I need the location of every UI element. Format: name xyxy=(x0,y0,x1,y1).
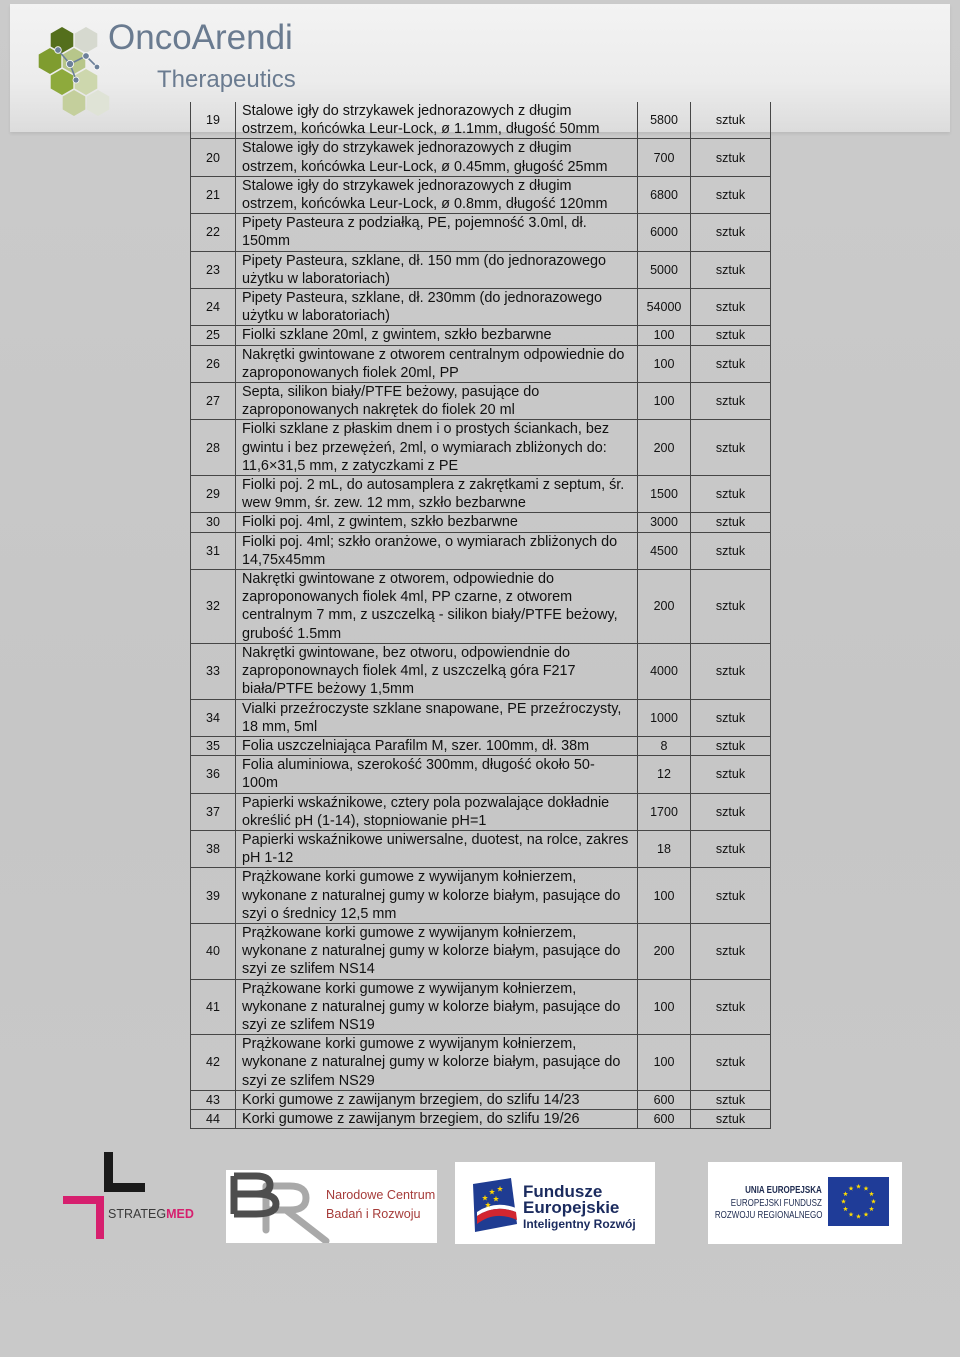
item-unit-cell: sztuk xyxy=(691,699,771,736)
item-quantity-cell: 18 xyxy=(638,830,691,867)
item-number-cell: 19 xyxy=(191,102,236,139)
fe-title-line2: Europejskie xyxy=(523,1198,620,1217)
item-number-cell: 22 xyxy=(191,214,236,251)
table-row xyxy=(191,139,771,176)
table-row xyxy=(191,383,771,420)
item-quantity-cell: 100 xyxy=(638,326,691,345)
item-unit-cell: sztuk xyxy=(691,102,771,139)
item-number-cell: 25 xyxy=(191,326,236,345)
ncbr-logo xyxy=(226,1170,437,1243)
item-quantity-cell: 6800 xyxy=(638,176,691,213)
strategmed-wordmark xyxy=(108,1207,194,1221)
item-description-cell: Stalowe igły do strzykawek jednorazowych z długim ostrzem, końcówka Leur-Lock, ø 0.45mm, gługość 25mm xyxy=(236,139,638,176)
item-description-cell: Stalowe igły do strzykawek jednorazowych z długim ostrzem, końcówka Leur-Lock, ø 1.1mm, długość 50mm xyxy=(236,102,638,139)
item-description-cell: Nakrętki gwintowane, bez otworu, odpowiendnie do zaproponownaych fiolek 4ml, z uszczelką góra F217 biała/PTFE beżowy 1,5mm xyxy=(236,643,638,699)
item-number-cell: 35 xyxy=(191,736,236,755)
table-row xyxy=(191,1035,771,1091)
table-row xyxy=(191,830,771,867)
item-quantity-cell: 3000 xyxy=(638,513,691,532)
item-description-cell: Pipety Pasteura, szklane, dł. 230mm (do jednorazowego użytku w laboratoriach) xyxy=(236,289,638,326)
eu-flag-icon xyxy=(828,1177,889,1226)
item-quantity-cell: 4500 xyxy=(638,532,691,569)
item-unit-cell: sztuk xyxy=(691,979,771,1035)
item-number-cell: 31 xyxy=(191,532,236,569)
item-description-cell: Fiolki poj. 2 mL, do autosamplera z zakrętkami z septum, śr. wew 9mm, śr. zew. 12 mm, szkło bezbarwne xyxy=(236,476,638,513)
item-number-cell: 27 xyxy=(191,383,236,420)
item-unit-cell: sztuk xyxy=(691,830,771,867)
item-unit-cell: sztuk xyxy=(691,420,771,476)
table-row xyxy=(191,513,771,532)
item-number-cell: 34 xyxy=(191,699,236,736)
item-description-cell: Prążkowane korki gumowe z wywijanym kołnierzem, wykonane z naturalnej gumy w kolorze białym, pasujące do szyi ze szlifem NS14 xyxy=(236,923,638,979)
unia-europejska-logo xyxy=(708,1162,902,1244)
table-row xyxy=(191,699,771,736)
table-row xyxy=(191,420,771,476)
item-number-cell: 21 xyxy=(191,176,236,213)
item-description-cell: Prążkowane korki gumowe z wywijanym kołnierzem, wykonane z naturalnej gumy w kolorze białym, pasujące do szyi ze szlifem NS29 xyxy=(236,1035,638,1091)
item-unit-cell: sztuk xyxy=(691,532,771,569)
item-unit-cell: sztuk xyxy=(691,214,771,251)
item-quantity-cell: 600 xyxy=(638,1109,691,1128)
item-number-cell: 32 xyxy=(191,570,236,644)
table-row xyxy=(191,1109,771,1128)
table-row xyxy=(191,289,771,326)
item-quantity-cell: 100 xyxy=(638,979,691,1035)
item-quantity-cell: 700 xyxy=(638,139,691,176)
item-quantity-cell: 100 xyxy=(638,383,691,420)
item-quantity-cell: 200 xyxy=(638,923,691,979)
table-row xyxy=(191,1090,771,1109)
item-number-cell: 38 xyxy=(191,830,236,867)
table-row xyxy=(191,251,771,288)
item-unit-cell: sztuk xyxy=(691,476,771,513)
item-description-cell: Papierki wskaźnikowe, cztery pola pozwalające dokładnie określić pH (1-14), stopniowanie pH=1 xyxy=(236,793,638,830)
item-unit-cell: sztuk xyxy=(691,176,771,213)
item-unit-cell: sztuk xyxy=(691,1035,771,1091)
table-row xyxy=(191,756,771,793)
item-description-cell: Pipety Pasteura, szklane, dł. 150 mm (do jednorazowego użytku w laboratoriach) xyxy=(236,251,638,288)
item-unit-cell: sztuk xyxy=(691,1109,771,1128)
item-number-cell: 30 xyxy=(191,513,236,532)
table-row xyxy=(191,570,771,644)
item-unit-cell: sztuk xyxy=(691,643,771,699)
table-row xyxy=(191,102,771,139)
item-unit-cell: sztuk xyxy=(691,570,771,644)
item-description-cell: Folia aluminiowa, szerokość 300mm, długość około 50- 100m xyxy=(236,756,638,793)
ue-fund-line2: ROZWOJU REGIONALNEGO xyxy=(714,1210,822,1221)
item-number-cell: 44 xyxy=(191,1109,236,1128)
item-number-cell: 26 xyxy=(191,345,236,382)
fe-flag-icon xyxy=(467,1174,522,1236)
table-row xyxy=(191,345,771,382)
item-unit-cell: sztuk xyxy=(691,326,771,345)
item-description-cell: Fiolki szklane 20ml, z gwintem, szkło bezbarwne xyxy=(236,326,638,345)
ue-fund-line1: EUROPEJSKI FUNDUSZ xyxy=(730,1198,822,1209)
item-description-cell: Pipety Pasteura z podziałką, PE, pojemność 3.0ml, dł. 150mm xyxy=(236,214,638,251)
ncbr-name-line2: Badań i Rozwoju xyxy=(326,1207,421,1221)
item-description-cell: Fiolki poj. 4ml; szkło oranżowe, o wymiarach zbliżonych do 14,75x45mm xyxy=(236,532,638,569)
table-row xyxy=(191,736,771,755)
brand-subtitle: Therapeutics xyxy=(157,66,296,93)
item-quantity-cell: 1500 xyxy=(638,476,691,513)
item-number-cell: 43 xyxy=(191,1090,236,1109)
item-description-cell: Fiolki poj. 4ml, z gwintem, szkło bezbarwne xyxy=(236,513,638,532)
item-unit-cell: sztuk xyxy=(691,868,771,924)
item-quantity-cell: 5800 xyxy=(638,102,691,139)
item-description-cell: Prążkowane korki gumowe z wywijanym kołnierzem, wykonane z naturalnej gumy w kolorze białym, pasujące do szyi ze szlifem NS19 xyxy=(236,979,638,1035)
item-number-cell: 36 xyxy=(191,756,236,793)
item-unit-cell: sztuk xyxy=(691,251,771,288)
item-unit-cell: sztuk xyxy=(691,1090,771,1109)
item-quantity-cell: 8 xyxy=(638,736,691,755)
item-quantity-cell: 4000 xyxy=(638,643,691,699)
item-unit-cell: sztuk xyxy=(691,756,771,793)
item-number-cell: 42 xyxy=(191,1035,236,1091)
table-row xyxy=(191,979,771,1035)
item-quantity-cell: 100 xyxy=(638,1035,691,1091)
item-quantity-cell: 200 xyxy=(638,420,691,476)
item-description-cell: Korki gumowe z zawijanym brzegiem, do szlifu 19/26 xyxy=(236,1109,638,1128)
item-unit-cell: sztuk xyxy=(691,383,771,420)
item-unit-cell: sztuk xyxy=(691,793,771,830)
item-unit-cell: sztuk xyxy=(691,289,771,326)
table-row xyxy=(191,643,771,699)
item-number-cell: 28 xyxy=(191,420,236,476)
item-number-cell: 33 xyxy=(191,643,236,699)
ue-title: UNIA EUROPEJSKA xyxy=(745,1185,822,1196)
strategmed-med-text: MED xyxy=(166,1207,194,1221)
table-row xyxy=(191,476,771,513)
item-description-cell: Korki gumowe z zawijanym brzegiem, do szlifu 14/23 xyxy=(236,1090,638,1109)
strategmed-logo-icon xyxy=(55,1145,155,1245)
item-number-cell: 23 xyxy=(191,251,236,288)
item-unit-cell: sztuk xyxy=(691,923,771,979)
item-unit-cell: sztuk xyxy=(691,345,771,382)
item-number-cell: 40 xyxy=(191,923,236,979)
item-quantity-cell: 1000 xyxy=(638,699,691,736)
item-quantity-cell: 5000 xyxy=(638,251,691,288)
item-description-cell: Vialki przeźroczyste szklane snapowane, PE przeźroczysty, 18 mm, 5ml xyxy=(236,699,638,736)
item-description-cell: Prążkowane korki gumowe z wywijanym kołnierzem, wykonane z naturalnej gumy w kolorze białym, pasujące do szyi o średnicy 12,5 mm xyxy=(236,868,638,924)
table-row xyxy=(191,176,771,213)
item-quantity-cell: 100 xyxy=(638,868,691,924)
ncbr-br-icon xyxy=(226,1170,336,1243)
item-number-cell: 24 xyxy=(191,289,236,326)
table-row xyxy=(191,214,771,251)
item-description-cell: Fiolki szklane z płaskim dnem i o prostych ściankach, bez gwintu i bez przewężeń, 2ml, o wymiarach zbliżonych do: 11,6×31,5 mm, z zatyczkami z PE xyxy=(236,420,638,476)
item-quantity-cell: 100 xyxy=(638,345,691,382)
item-unit-cell: sztuk xyxy=(691,139,771,176)
brand-name: OncoArendi xyxy=(108,18,293,57)
table-row xyxy=(191,868,771,924)
item-quantity-cell: 600 xyxy=(638,1090,691,1109)
strategmed-strateg-text: STRATEG xyxy=(108,1207,167,1221)
item-number-cell: 20 xyxy=(191,139,236,176)
table-row xyxy=(191,793,771,830)
fe-title-line1: Fundusze xyxy=(523,1182,603,1201)
item-number-cell: 29 xyxy=(191,476,236,513)
ncbr-name-line1: Narodowe Centrum xyxy=(326,1188,436,1202)
item-description-cell: Nakrętki gwintowane z otworem centralnym odpowiednie do zaproponowanych fiolek 20ml, PP xyxy=(236,345,638,382)
item-number-cell: 37 xyxy=(191,793,236,830)
item-quantity-cell: 200 xyxy=(638,570,691,644)
item-number-cell: 41 xyxy=(191,979,236,1035)
item-quantity-cell: 1700 xyxy=(638,793,691,830)
item-description-cell: Nakrętki gwintowane z otworem, odpowiednie do zaproponowanych fiolek 4ml, PP czarne, z otworem centralnym 7 mm, z uszczelką - silikon biały/PTFE beżowy, grubość 1.5mm xyxy=(236,570,638,644)
item-quantity-cell: 6000 xyxy=(638,214,691,251)
item-unit-cell: sztuk xyxy=(691,513,771,532)
items-table xyxy=(190,102,771,1129)
fe-program-name: Inteligentny Rozwój xyxy=(523,1217,636,1231)
item-quantity-cell: 54000 xyxy=(638,289,691,326)
fundusze-europejskie-logo xyxy=(455,1162,655,1244)
item-quantity-cell: 12 xyxy=(638,756,691,793)
table-row xyxy=(191,326,771,345)
item-unit-cell: sztuk xyxy=(691,736,771,755)
item-description-cell: Septa, silikon biały/PTFE beżowy, pasujące do zaproponowanych nakrętek do fiolek 20 ml xyxy=(236,383,638,420)
table-row xyxy=(191,923,771,979)
table-row xyxy=(191,532,771,569)
item-description-cell: Stalowe igły do strzykawek jednorazowych z długim ostrzem, końcówka Leur-Lock, ø 0.8mm, długość 120mm xyxy=(236,176,638,213)
items-table-body xyxy=(191,102,771,1129)
item-description-cell: Papierki wskaźnikowe uniwersalne, duotest, na rolce, zakres pH 1-12 xyxy=(236,830,638,867)
item-number-cell: 39 xyxy=(191,868,236,924)
item-description-cell: Folia uszczelniająca Parafilm M, szer. 100mm, dł. 38m xyxy=(236,736,638,755)
